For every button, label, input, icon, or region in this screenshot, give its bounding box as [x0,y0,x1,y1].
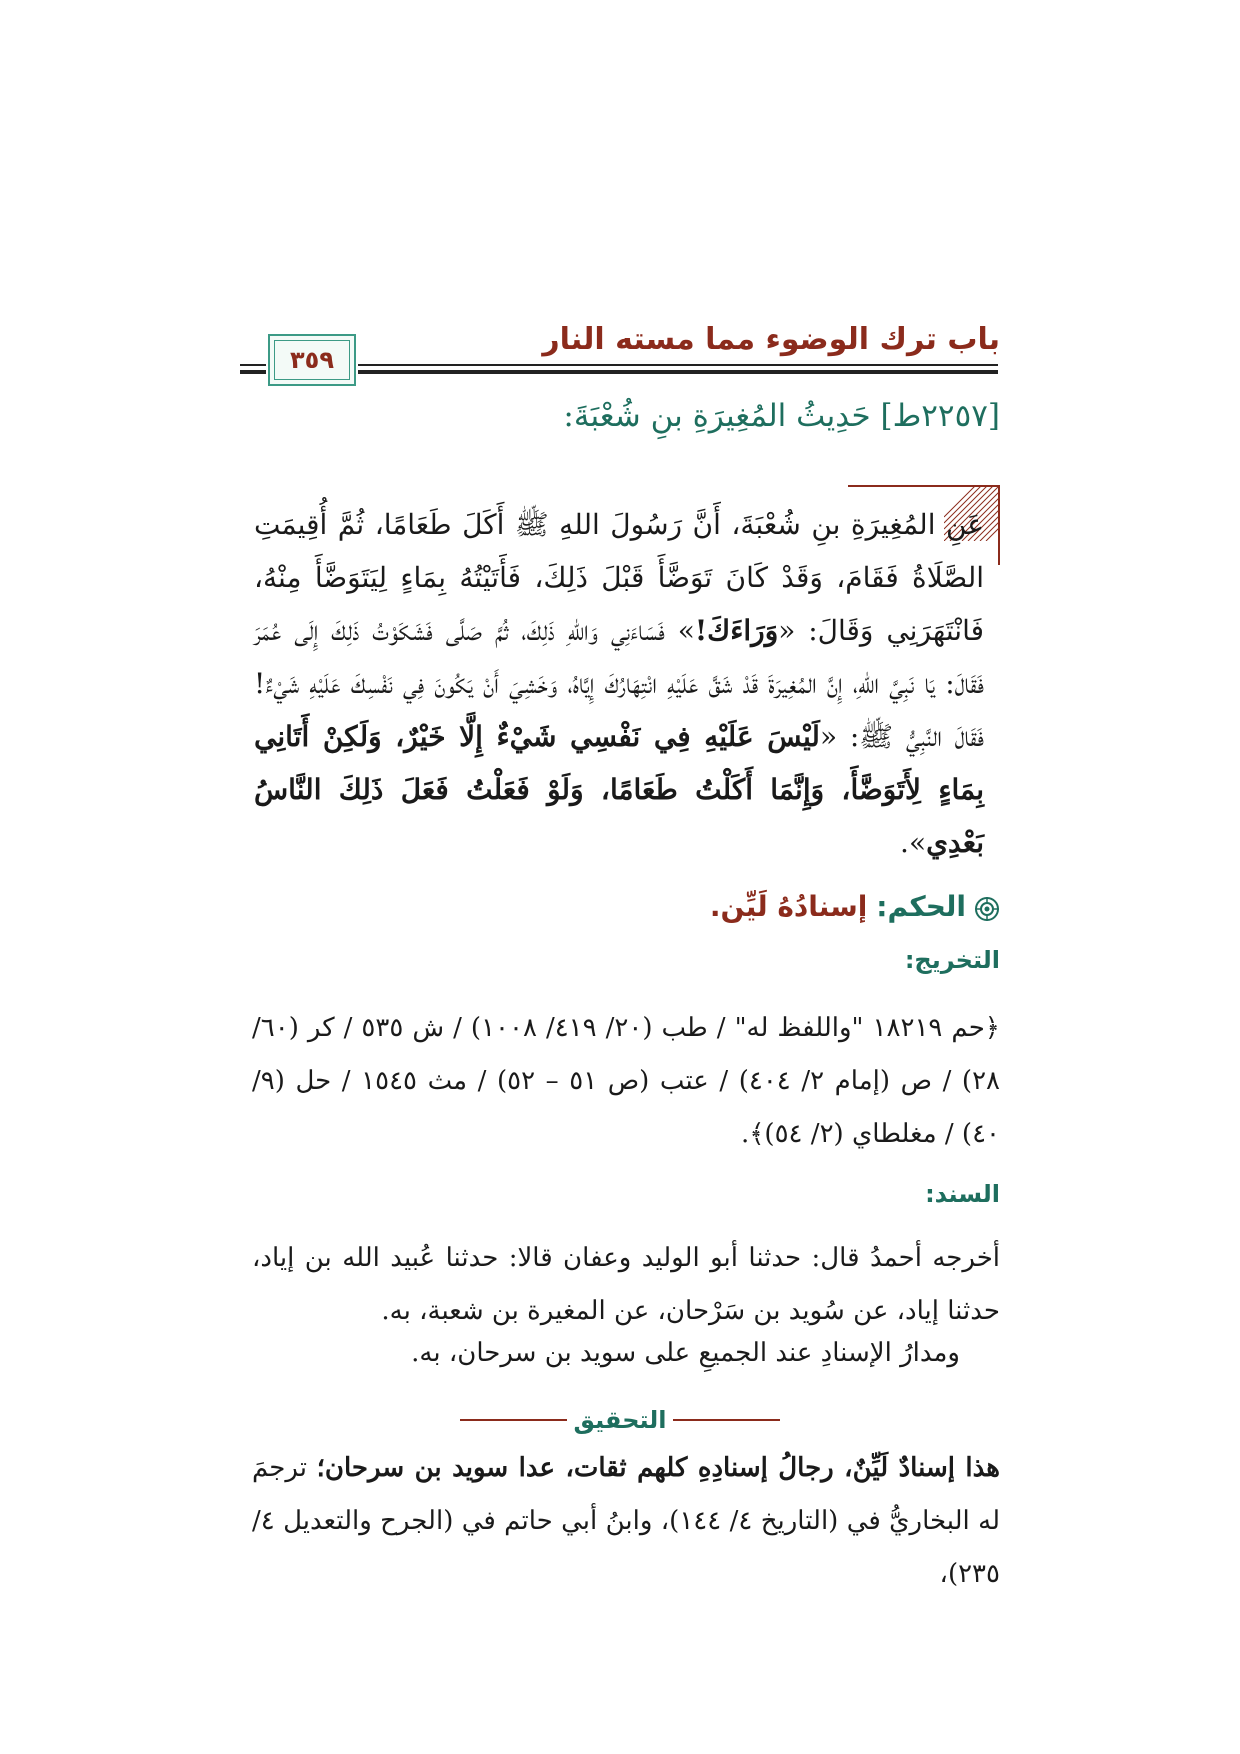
header-rule [358,364,998,366]
header-rule-left-thick [240,370,266,374]
divider-line-right [670,1419,780,1421]
ruling-label: الحكم: [876,890,966,923]
hadith-text-emphasis1: وَرَاءَكَ! [694,614,779,647]
hadith-heading [563,398,1000,434]
madar-text: ومدارُ الإسنادِ عند الجميعِ على سويد بن سرحان، به. [411,1338,960,1368]
hadith-text-part2: » فَسَاءَنِي وَاللهِ ذَلِكَ، ثُمَّ صَلَّى فَشَكَوْتُ ذَلِكَ إِلَى عُمَرَ فَقَالَ: يَا نَبِيَّ اللهِ، إِنَّ المُغِيرَةَ قَدْ شَقَّ عَلَيْهِ انْتِهَارُكَ إِيَّاهُ، وَخَشِيَ أَنْ يَكُونَ فِي نَفْسِكَ عَلَيْهِ شَيْءٌ! فَقَالَ النَّبِيُّ ﷺ: « [254,614,984,753]
ruling-value: إسنادُهُ لَيِّن. [709,890,868,923]
hadith-text-emphasis2: لَيْسَ عَلَيْهِ فِي نَفْسِي شَيْءٌ إِلَّا خَيْرٌ، وَلَكِنْ أَتَانِي بِمَاءٍ لِأَتَوَضَّأَ، وَإِنَّمَا أَكَلْتُ طَعَامًا، وَلَوْ فَعَلْتُ فَعَلَ ذَلِكَ النَّاسُ بَعْدِي [254,720,984,859]
takhrij-heading: التخريج: [904,946,1000,974]
rosette-icon [974,896,1000,922]
tahqiq-divider [460,1404,780,1436]
page-number: ٣٥٩ [290,346,334,374]
tahqiq-text [252,1442,1000,1601]
tahqiq-heading: التحقيق [567,1406,672,1434]
page-number-badge [268,334,356,386]
chapter-title: باب ترك الوضوء مما مسته النار [542,322,1000,357]
hadith-number: [٢٢٥٧ط] [880,398,1000,434]
divider-line-left [460,1419,570,1421]
hadith-title: حَدِيثُ المُغِيرَةِ بنِ شُعْبَةَ: [563,398,871,434]
sanad-heading: السند: [925,1180,1000,1208]
takhrij-text: ﴿حم ١٨٢١٩ "واللفظ له" / طب (٢٠/ ٤١٩/ ١٠٠٨) / ش ٥٣٥ / كر (٦٠/ ٢٨) / ص (إمام ٢/ ٤٠٤) / عتب (ص ٥١ – ٥٢) / مث ١٥٤٥ / حل (٩/ ٤٠) / مغلطاي (٢/ ٥٤)﴾. [252,1013,1001,1149]
ruling [710,890,1000,923]
header-rule-thick [358,370,998,374]
header-rule-left [240,364,266,366]
hadith-text-part1: عَنِ المُغِيرَةِ بنِ شُعْبَةَ، أَنَّ رَسُولَ اللهِ ﷺ أَكَلَ طَعَامًا، ثُمَّ أُقِيمَتِ الصَّلَاةُ فَقَامَ، وَقَدْ كَانَ تَوَضَّأَ قَبْلَ ذَلِكَ، فَأَتَيْتُهُ بِمَاءٍ لِيَتَوَضَّأَ مِنْهُ، فَانْتَهَرَنِي وَقَالَ: « [254,508,984,647]
tahqiq-bold-text: هذا إسنادٌ لَيِّنٌ، رجالُ إسنادِهِ كلهم ثقات، عدا سويد بن سرحان؛ [316,1453,1000,1483]
hadith-frame-side-line [998,485,1000,565]
tahqiq-body-text: ترجمَ له البخاريُّ في (التاريخ ٤/ ١٤٤)، وابنُ أبي حاتم في (الجرح والتعديل ٤/ ٢٣٥)، [252,1453,1001,1589]
hadith-text [254,498,984,869]
hadith-text-part3: ». [900,826,927,859]
sanad-text: أخرجه أحمدُ قال: حدثنا أبو الوليد وعفان قالا: حدثنا عُبيد الله بن إياد، حدثنا إياد، عن سُويد بن سَرْحان، عن المغيرة بن شعبة، به. [252,1243,1000,1326]
